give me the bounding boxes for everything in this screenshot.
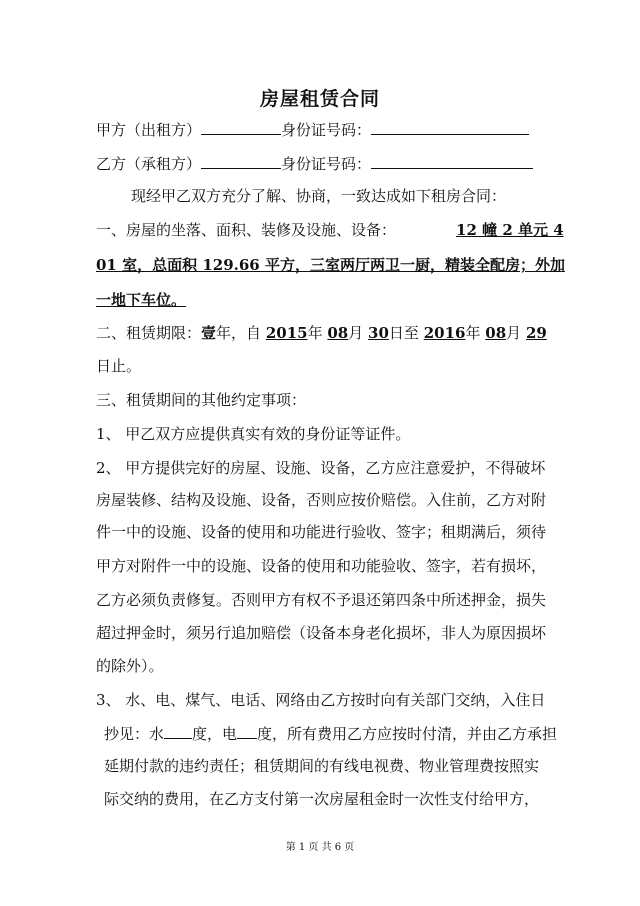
text-year: 年 (307, 324, 323, 342)
section1-line1 (96, 220, 564, 240)
section2-prefix: 二、租赁期限： (96, 324, 202, 342)
party-a-line (96, 118, 529, 140)
party-a-name-blank (201, 118, 281, 135)
section2-line2: 日止。 (96, 357, 142, 375)
water-reading-blank (164, 722, 192, 739)
end-day: 29 (525, 324, 547, 342)
section1-address-value: 12 幢 2 单元 4 (456, 221, 564, 239)
section1-line3: 一地下车位。 (96, 291, 187, 309)
section1-prefix: 一、房屋的坐落、面积、装修及设施、设备： (96, 221, 397, 239)
item3-line4: 际交纳的费用，在乙方支付第一次房屋租金时一次性支付给甲方， (104, 790, 540, 808)
start-year: 2015 (265, 324, 308, 342)
item2-line: 乙方必须负责修复。否则甲方有权不予退还第四条中所述押金，损失 (96, 591, 547, 609)
start-day: 30 (368, 324, 389, 342)
item2-line: 房屋装修、结构及设施、设备，否则应按价赔偿。入住前，乙方对附 (96, 491, 547, 509)
end-month: 08 (485, 324, 507, 342)
section1-line2: 01 室，总面积 129.66 平方，三室两厅两卫一厨，精装全配房；外加 (96, 256, 565, 274)
item3-line2-rest: 度，所有费用乙方应按时付清，并由乙方承担 (257, 725, 558, 743)
item2-line: 的除外）。 (96, 657, 164, 675)
party-b-line (96, 152, 533, 174)
item3-line3: 延期付款的违约责任；租赁期间的有线电视费、物业管理费按照实 (104, 757, 540, 775)
party-b-label: 乙方（承租方） (96, 155, 202, 173)
party-a-id-label: 身份证号码： (281, 121, 372, 139)
end-year: 2016 (423, 324, 466, 342)
electric-reading-blank (237, 722, 257, 739)
text-month: 月 (348, 324, 364, 342)
text-year-from: 年，自 (216, 324, 262, 342)
water-reading-label: 抄见：水 (104, 725, 165, 743)
text-year: 年 (465, 324, 481, 342)
electric-reading-label: 度，电 (192, 725, 238, 743)
section3-heading: 三、租赁期间的其他约定事项： (96, 391, 307, 409)
party-a-id-blank (371, 118, 529, 135)
item2-line: 超过押金时，须另行追加赔偿（设备本身老化损坏，非人为原因损坏 (96, 624, 547, 642)
party-b-name-blank (201, 152, 281, 169)
party-a-label: 甲方（出租方） (96, 121, 202, 139)
section2-line1 (96, 323, 547, 343)
start-month: 08 (327, 324, 349, 342)
item2-line: 件一中的设施、设备的使用和功能进行验收、签字；租期满后，须待 (96, 523, 547, 541)
item2-line: 2、 甲方提供完好的房屋、设施、设备，乙方应注意爱护，不得破坏 (96, 459, 546, 477)
page-footer: 第 1 页 共 6 页 (285, 842, 355, 853)
intro-text: 现经甲乙双方充分了解、协商，一致达成如下租房合同： (131, 187, 507, 205)
lease-years: 壹 (201, 324, 217, 342)
text-month: 月 (506, 324, 522, 342)
text-day-to: 日至 (388, 324, 419, 342)
item1-text: 1、 甲乙双方应提供真实有效的身份证等证件。 (96, 425, 411, 443)
party-b-id-label: 身份证号码： (281, 155, 372, 173)
item2-line: 甲方对附件一中的设施、设备的使用和功能验收、签字，若有损坏， (96, 557, 547, 575)
item3-line1: 3、 水、电、煤气、电话、网络由乙方按时向有关部门交纳，入住日 (96, 691, 546, 709)
party-b-id-blank (371, 152, 533, 169)
item3-line2 (104, 722, 557, 744)
page-title: 房屋租赁合同 (259, 88, 380, 110)
